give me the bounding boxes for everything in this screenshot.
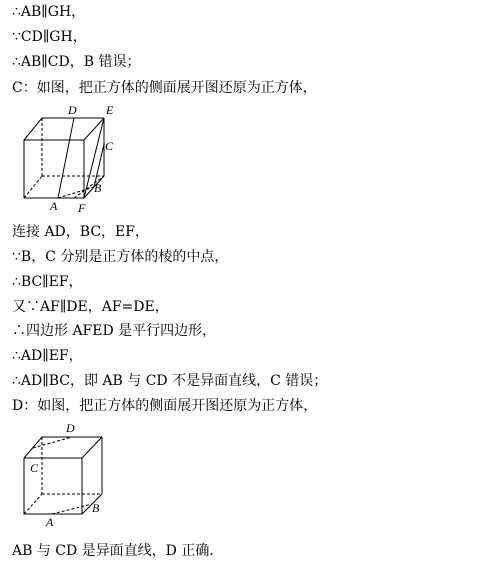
cube1-label-c: C [105,139,114,153]
text-line-8: 又∵AF∥DE，AF=DE， [12,299,169,315]
cube2-label-a: A [46,515,54,529]
text-line-1: ∴AB∥GH， [12,4,86,20]
cube2-label-b: B [92,501,100,515]
cube2-edge-tr [82,437,102,458]
text-line-7: ∴BC∥EF， [12,274,83,290]
cube-diagram-2 [12,420,122,530]
cube1-label-a: A [50,199,58,213]
cube1-front-face [24,140,84,198]
cube1-label-f: F [78,201,86,215]
text-line-13: AB 与 CD 是异面直线，D 正确． [12,543,224,559]
cube2-label-c: C [30,461,39,475]
cube1-line-ad [58,118,74,198]
cube-diagram-1 [12,100,122,215]
cube2-label-d: D [66,421,75,435]
text-line-10: ∴AD∥EF， [12,348,83,364]
cube-figure-2 [12,420,122,530]
text-line-3: ∴AB∥CD，B 错误； [12,54,141,70]
text-line-5: 连接 AD，BC，EF， [12,224,149,240]
text-line-4: C：如图，把正方体的侧面展开图还原为正方体， [12,80,317,96]
cube1-label-e: E [106,103,114,117]
text-line-2: ∵CD∥GH， [12,29,87,45]
cube1-edge-tl [24,118,42,140]
text-line-11: ∴AD∥BC，即 AB 与 CD 不是异面直线，C 错误； [12,373,328,389]
text-line-12: D：如图，把正方体的侧面展开图还原为正方体， [12,398,318,414]
cube1-label-d: D [68,103,77,117]
cube1-hidden-diagonal [24,176,42,198]
cube2-hidden-diagonal [24,494,42,514]
cube2-line-ab [52,504,92,514]
text-line-9: ∴四边形 AFED 是平行四边形， [12,323,217,339]
text-line-6: ∵B，C 分别是正方体的棱的中点， [12,249,229,265]
cube1-label-b: B [94,181,102,195]
cube-figure-1 [12,100,122,215]
cube2-line-cd [33,437,72,448]
